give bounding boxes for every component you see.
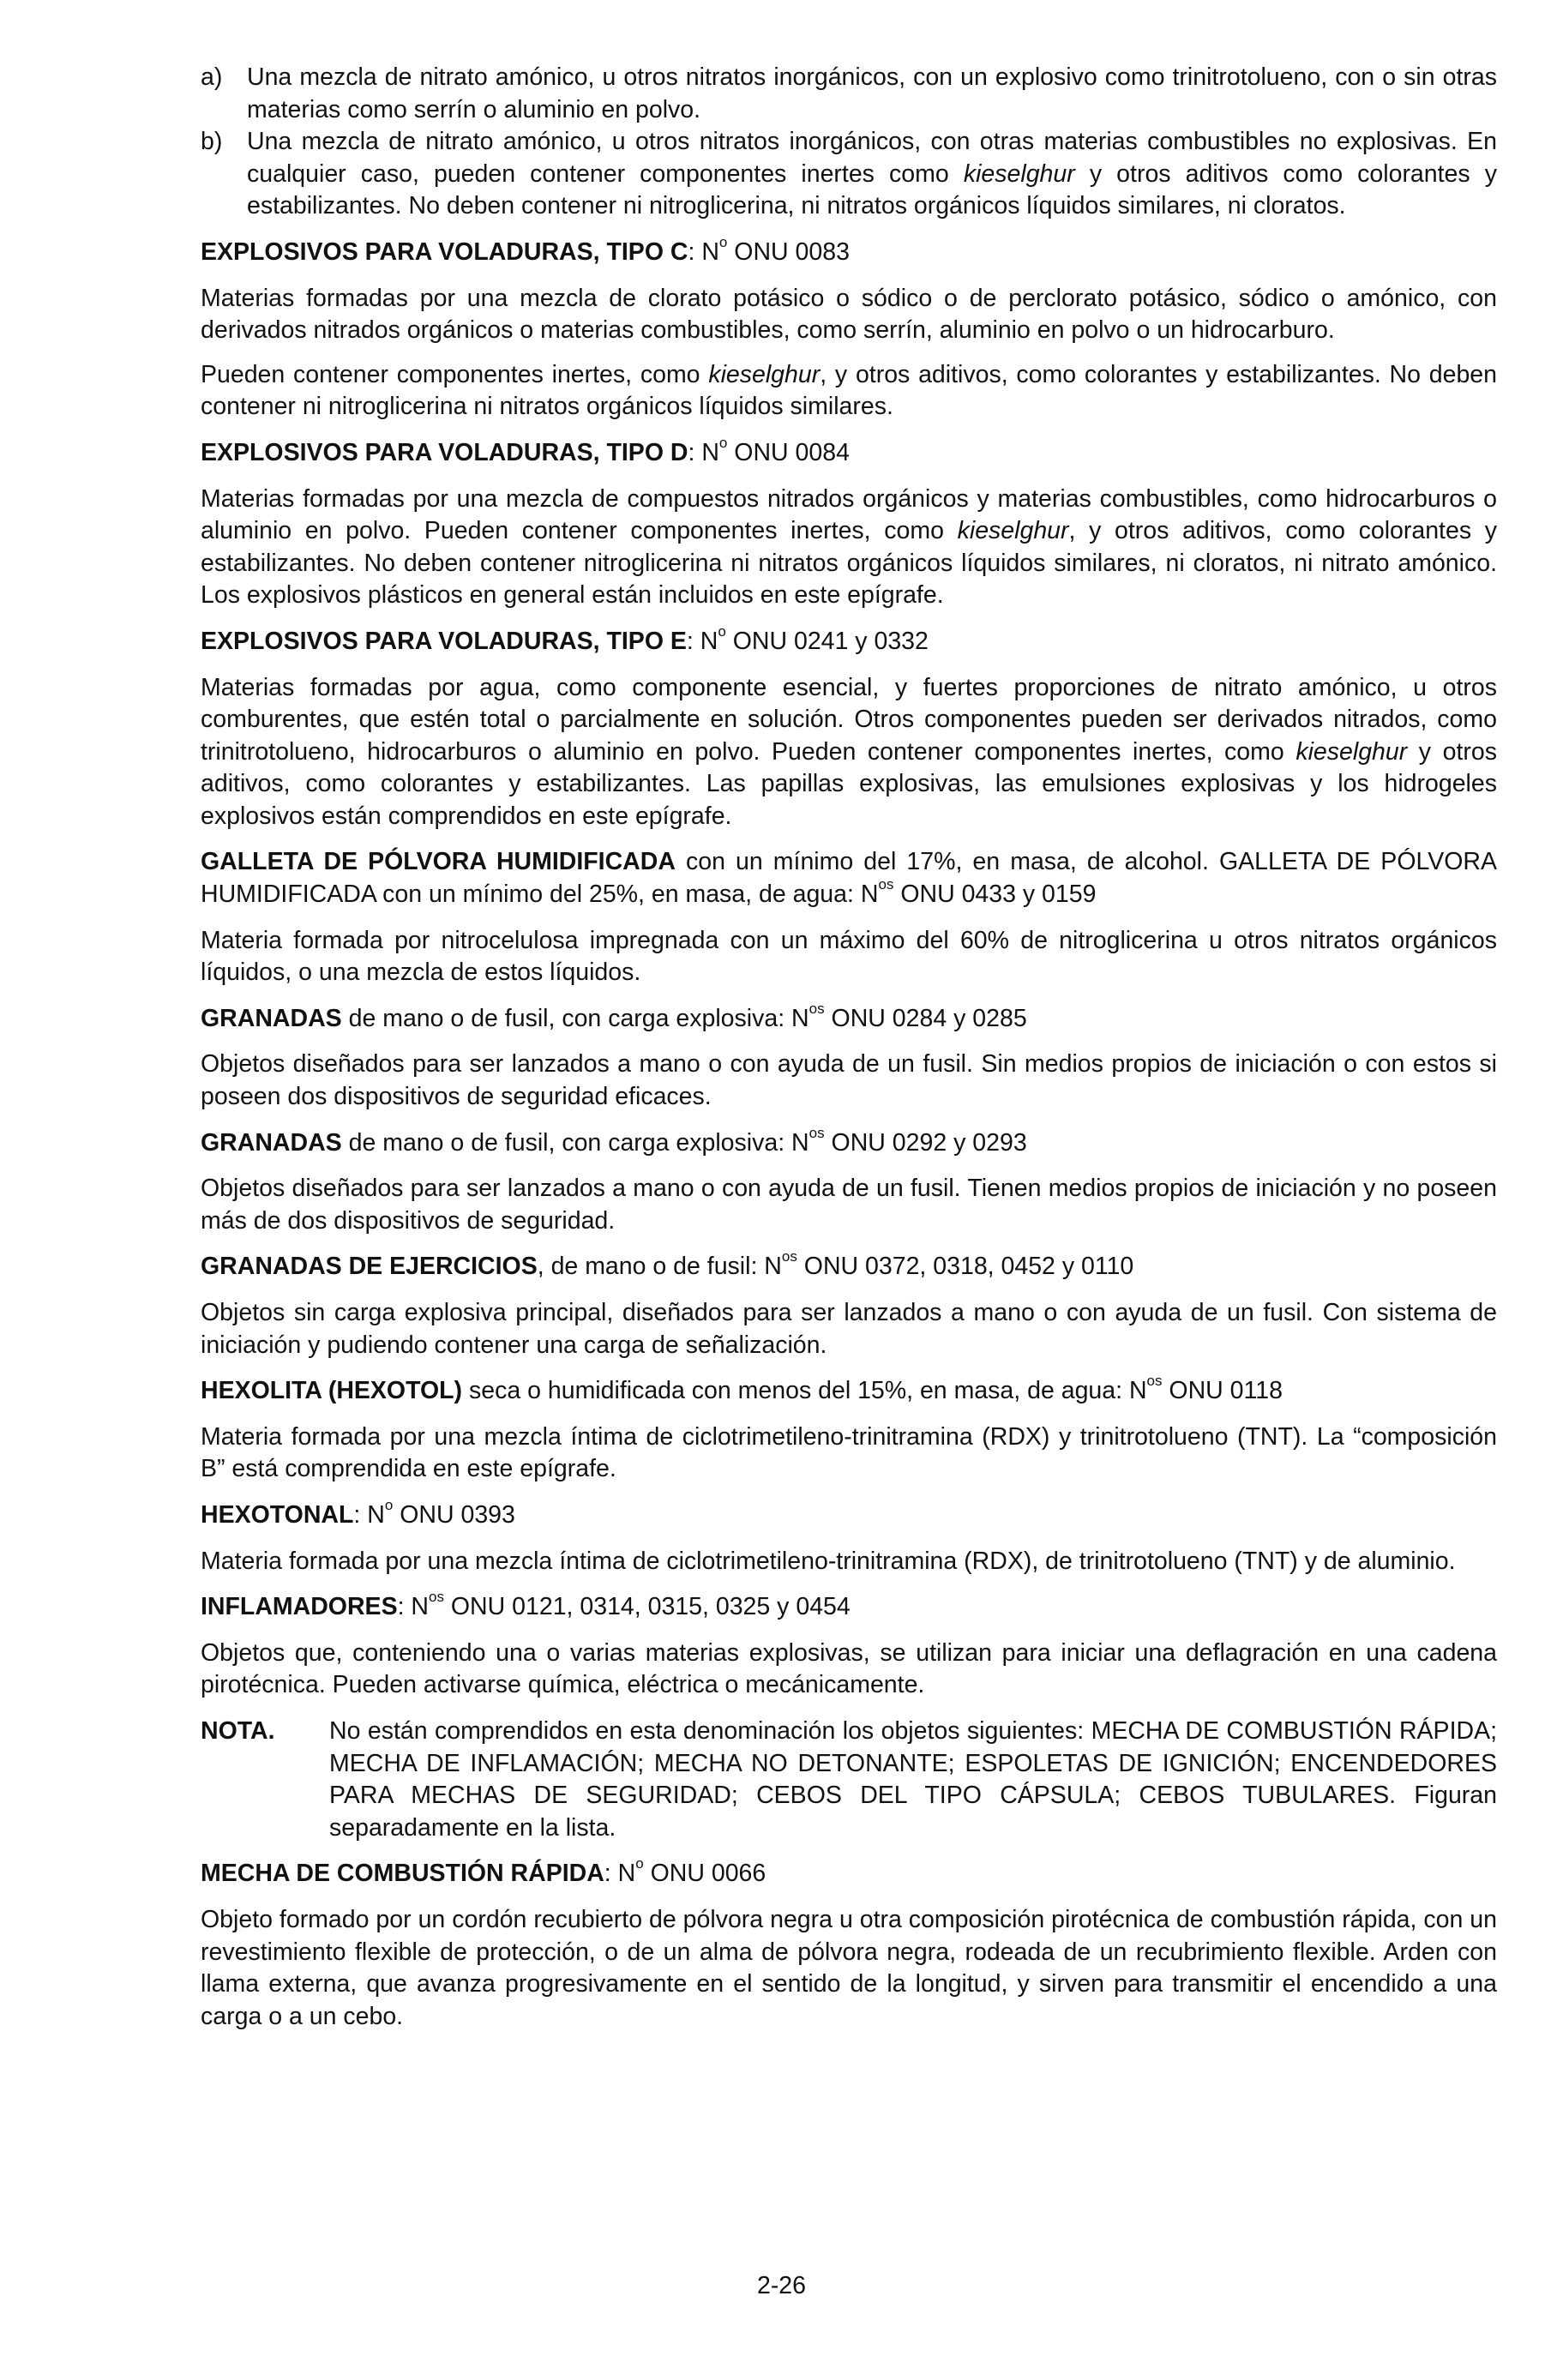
list-item-a	[201, 62, 1497, 126]
note-label: NOTA.	[201, 1716, 275, 1745]
section-paragraph: Materias formadas por agua, como componente esencial, y fuertes proporciones de nitrato amónico, u otros comburentes, que estén total o parcialmente en solución. Otros componentes pueden ser derivados nitrados, como trinitrotolueno, hidrocarburos o aluminio en polvo. Pueden contener componentes inertes, como kieselghur y otros aditivos, como colorantes y estabilizantes. Las papillas explosivas, las emulsiones explosivas y los hidrogeles explosivos están comprendidos en este epígrafe.	[201, 673, 1497, 830]
section-heading: GRANADAS DE EJERCICIOS, de mano o de fusil: $N^{os}$ ONU 0372, 0318, 0452 y 0110	[201, 1248, 1134, 1281]
section-heading: EXPLOSIVOS PARA VOLADURAS, TIPO D: $N^o$ ONU 0084	[201, 434, 850, 466]
section-heading: HEXOTONAL: $N^o$ ONU 0393	[201, 1496, 515, 1529]
section-paragraph: Objetos sin carga explosiva principal, diseñados para ser lanzados a mano o con ayuda de un fusil. Con sistema de iniciación y pudiendo contener una carga de señalización.	[201, 1299, 1497, 1359]
section-paragraph: Materias formadas por una mezcla de compuestos nitrados orgánicos y materias combustibles, como hidrocarburos o aluminio en polvo. Pueden contener componentes inertes, como kieselghur, y otros aditivos, como colorantes y estabilizantes. No deben contener nitroglicerina ni nitratos orgánicos líquidos similares, ni cloratos, ni nitrato amónico. Los explosivos plásticos en general están incluidos en este epígrafe.	[201, 484, 1497, 610]
page-number: 2-26	[756, 2272, 807, 2299]
section-paragraph: Objeto formado por un cordón recubierto de pólvora negra u otra composición pirotécnica de combustión rápida, con un revestimiento flexible de protección, o de un alma de pólvora negra, rodeada de un recubrimiento flexible. Arden con llama externa, que avanza progresivamente en el sentido de la longitud, y sirven para transmitir el encendido a una carga o a un cebo.	[201, 1905, 1497, 2030]
list-marker: b)	[201, 128, 223, 156]
section-paragraph: Materia formada por una mezcla íntima de ciclotrimetileno-trinitramina (RDX) y trinitrotolueno (TNT). La “composición B” está comprendida en este epígrafe.	[201, 1422, 1497, 1483]
section-heading: HEXOLITA (HEXOTOL) seca o humidificada con menos del 15%, en masa, de agua: $N^{os}$ ONU 0118	[201, 1373, 1283, 1405]
section-paragraph: Objetos diseñados para ser lanzados a mano o con ayuda de un fusil. Tienen medios propios de iniciación y no poseen más de dos dispositivos de seguridad.	[201, 1175, 1497, 1235]
list-item-b	[201, 126, 1497, 223]
section-heading: GRANADAS de mano o de fusil, con carga explosiva: $N^{os}$ ONU 0284 y 0285	[201, 1000, 1027, 1032]
section-heading: MECHA DE COMBUSTIÓN RÁPIDA: $N^o$ ONU 0066	[201, 1855, 766, 1888]
list-text: Una mezcla de nitrato amónico, u otros nitratos inorgánicos, con un explosivo como trinitrotolueno, con o sin otras materias como serrín o aluminio en polvo.	[247, 63, 1497, 123]
section-heading: GRANADAS de mano o de fusil, con carga explosiva: $N^{os}$ ONU 0292 y 0293	[201, 1124, 1027, 1157]
section-paragraph: Materia formada por nitrocelulosa impregnada con un máximo del 60% de nitroglicerina u otros nitratos orgánicos líquidos, o una mezcla de estos líquidos.	[201, 926, 1497, 987]
section-heading: EXPLOSIVOS PARA VOLADURAS, TIPO E: $N^o$ ONU 0241 y 0332	[201, 622, 929, 655]
document-page	[201, 62, 1497, 2033]
section-paragraph: Objetos diseñados para ser lanzados a mano o con ayuda de un fusil. Sin medios propios de iniciación o con estos si poseen dos dispositivos de seguridad eficaces.	[201, 1050, 1497, 1111]
section-heading: EXPLOSIVOS PARA VOLADURAS, TIPO C: $N^o$ ONU 0083	[201, 233, 850, 266]
list-marker: a)	[201, 63, 223, 91]
note-block	[201, 1716, 1497, 1844]
list-text: Una mezcla de nitrato amónico, u otros nitratos inorgánicos, con otras materias combustibles no explosivas. En cualquier caso, pueden contener componentes inertes como kieselghur y otros aditivos como colorantes y estabilizantes. No deben contener ni nitroglicerina, ni nitratos orgánicos líquidos similares, ni cloratos.	[247, 128, 1498, 220]
section-heading: GALLETA DE PÓLVORA HUMIDIFICADA con un mínimo del 17%, en masa, de alcohol. GALLETA DE PÓLVORA HUMIDIFICADA con un mínimo del 25%, en masa, de agua: $N^{os}$ ONU 0433 y 0159	[201, 848, 1497, 909]
section-paragraph: Objetos que, conteniendo una o varias materias explosivas, se utilizan para iniciar una deflagración en una cadena pirotécnica. Pueden activarse química, eléctrica o mecánicamente.	[201, 1638, 1497, 1699]
section-heading: INFLAMADORES: $N^{os}$ ONU 0121, 0314, 0315, 0325 y 0454	[201, 1589, 851, 1621]
section-paragraph: Pueden contener componentes inertes, como kieselghur, y otros aditivos, como colorantes y estabilizantes. No deben contener ni nitroglicerina ni nitratos orgánicos líquidos similares.	[201, 360, 1497, 421]
note-text: No están comprendidos en esta denominación los objetos siguientes: MECHA DE COMBUSTIÓN RÁPIDA; MECHA DE INFLAMACIÓN; MECHA NO DETONANTE; ESPOLETAS DE IGNICIÓN; ENCENDEDORES PARA MECHAS DE SEGURIDAD; CEBOS DEL TIPO CÁPSULA; CEBOS TUBULARES. Figuran separadamente en la lista.	[329, 1716, 1497, 1842]
section-paragraph: Materias formadas por una mezcla de clorato potásico o sódico o de perclorato potásico, sódico o amónico, con derivados nitrados orgánicos o materias combustibles, como serrín, aluminio en polvo o un hidrocarburo.	[201, 284, 1497, 345]
section-paragraph: Materia formada por una mezcla íntima de ciclotrimetileno-trinitramina (RDX), de trinitrotolueno (TNT) y de aluminio.	[201, 1547, 1456, 1575]
